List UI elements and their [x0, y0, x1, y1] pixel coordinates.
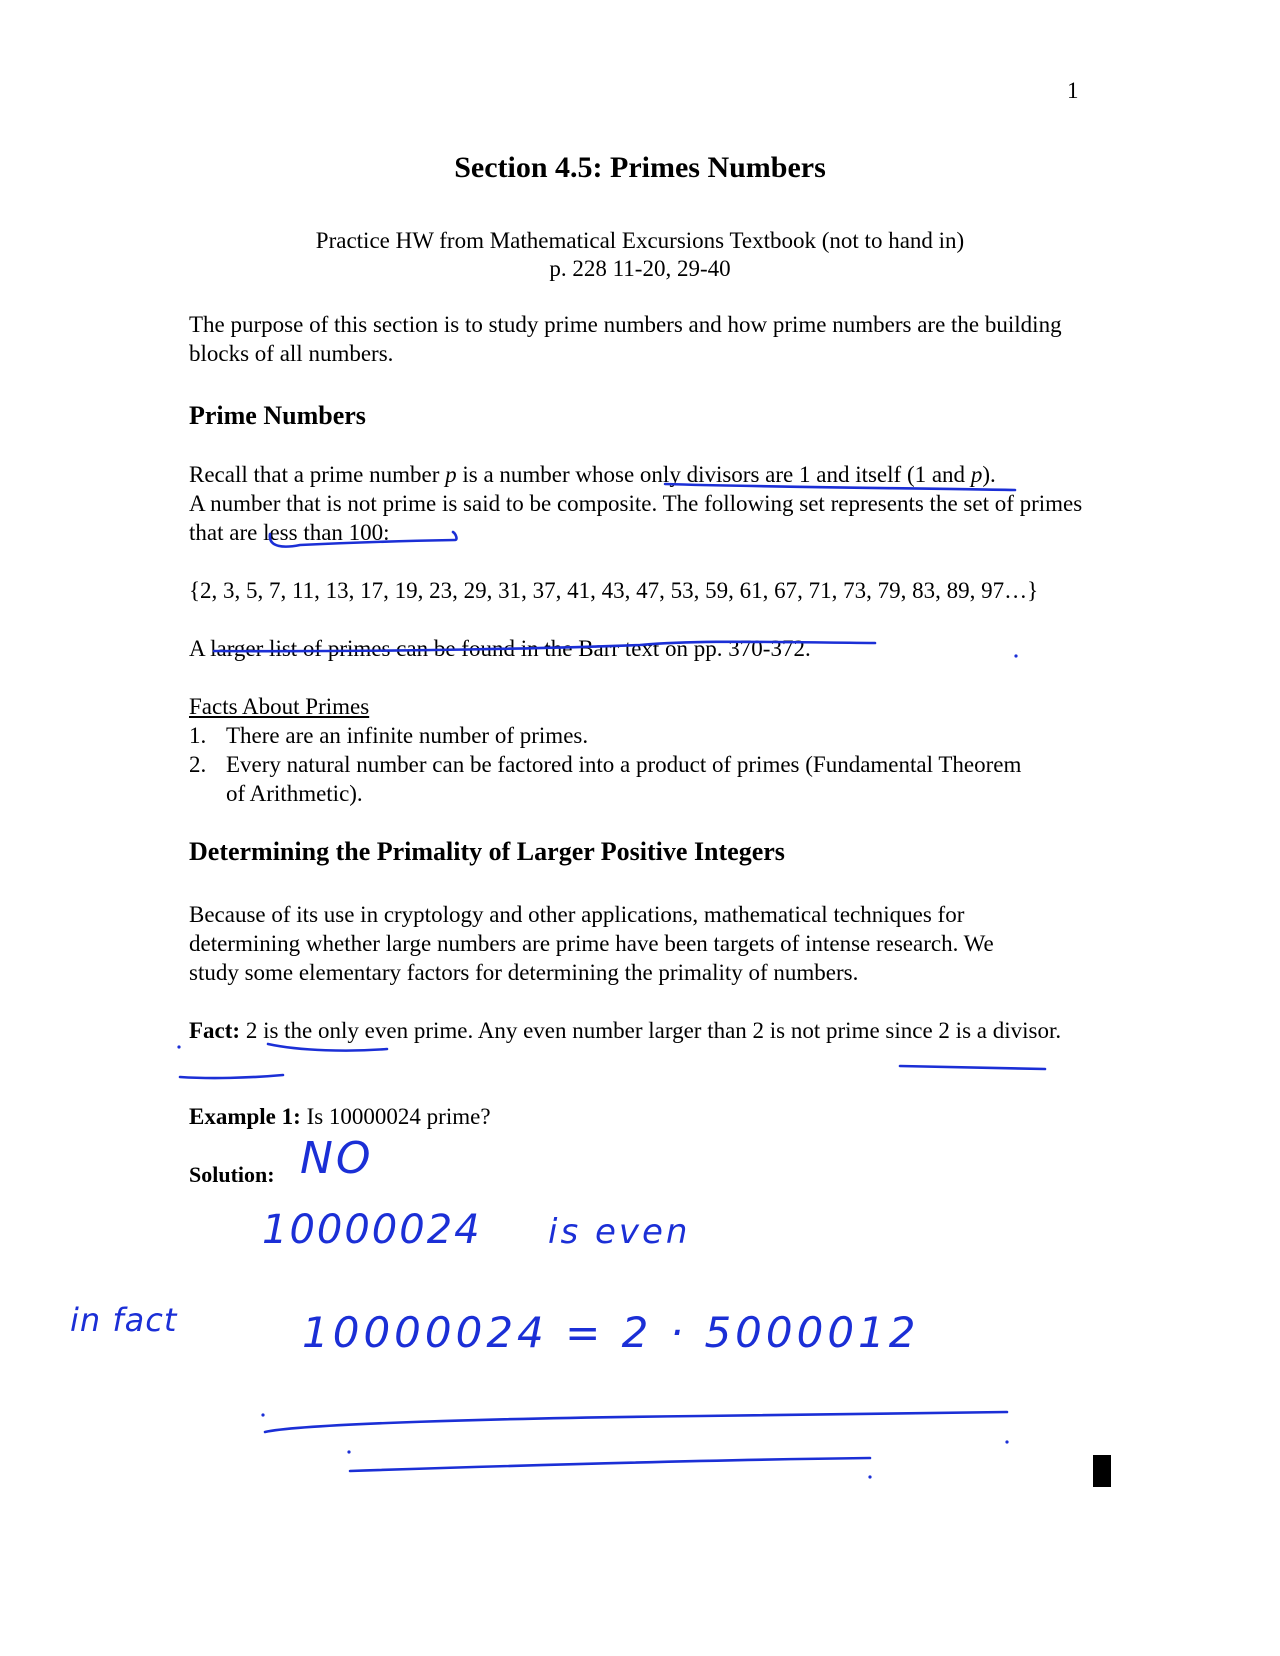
handwritten-is-even: is even: [548, 1212, 691, 1252]
facts-list: [189, 721, 1029, 808]
fact-item: 1. There are an infinite number of primes.: [189, 723, 589, 748]
recall-text-c: ).: [982, 462, 996, 487]
larger-list-line: A larger list of primes can be found in the Barr text on pp. 370-372.: [189, 636, 811, 661]
handwritten-margin-note: in fact: [70, 1301, 178, 1339]
example-text: Is 10000024 prime?: [300, 1104, 491, 1129]
solution-label: Solution:: [189, 1162, 275, 1187]
ink-underline-since: [900, 1066, 1045, 1069]
section-heading-primality: Determining the Primality of Larger Positive Integers: [189, 837, 785, 866]
fact-item: 2. Every natural number can be factored into a product of primes (Fundamental Theorem of Arithmetic).: [189, 752, 1022, 806]
ink-dot: [261, 1413, 264, 1416]
recall-text-d: A number that is not prime is said to be composite. The following set represents the set of primes that are less than 100:: [189, 491, 1083, 545]
recall-variable-p: p: [445, 462, 457, 487]
handwritten-answer: NO: [300, 1133, 374, 1184]
fact-label: Fact:: [189, 1018, 241, 1043]
ink-long-underline-1: [265, 1412, 1007, 1432]
primality-paragraph: Because of its use in cryptology and other applications, mathematical techniques for determining whether large numbers are prime have been targets of intense research. We study some elementary factors for determining the primality of numbers.: [189, 902, 994, 985]
example-line: [189, 1102, 1109, 1131]
page-title: Section 4.5: Primes Numbers: [454, 151, 826, 184]
recall-text-b: is a number whose only divisors are 1 and itself (1 and: [456, 462, 971, 487]
facts-heading: Facts About Primes: [189, 694, 370, 719]
ink-dot: [347, 1450, 350, 1453]
handwritten-equation: 10000024 = 2 · 5000012: [302, 1308, 920, 1357]
fact-paragraph: [189, 1016, 1069, 1045]
practice-line: Practice HW from Mathematical Excursions Textbook (not to hand in): [315, 228, 965, 253]
text-cursor: [1093, 1455, 1111, 1487]
page-number: 1: [1067, 78, 1079, 103]
ink-dot: [1005, 1440, 1008, 1443]
recall-variable-p2: p: [970, 462, 983, 487]
fact-text: 2 is the only even prime. Any even number larger than 2 is not prime since 2 is a divisor.: [240, 1018, 1062, 1043]
primes-set: {2, 3, 5, 7, 11, 13, 17, 19, 23, 29, 31, 37, 41, 43, 47, 53, 59, 61, 67, 71, 73, 79, 83, 89, 97…}: [189, 578, 1039, 603]
recall-paragraph: [189, 460, 1109, 547]
pages-line: p. 228 11-20, 29-40: [549, 256, 731, 281]
ink-dot: [868, 1475, 871, 1478]
intro-paragraph: The purpose of this section is to study prime numbers and how prime numbers are the building blocks of all numbers.: [189, 312, 1062, 366]
ink-underline-divisor: [180, 1075, 283, 1078]
example-label: Example 1:: [189, 1104, 301, 1129]
section-heading-prime-numbers: Prime Numbers: [189, 401, 366, 430]
handwritten-number: 10000024: [262, 1207, 482, 1253]
ink-long-underline-2: [350, 1458, 870, 1471]
ink-dot: [177, 1045, 180, 1048]
recall-text-a: Recall that a prime number: [189, 462, 446, 487]
